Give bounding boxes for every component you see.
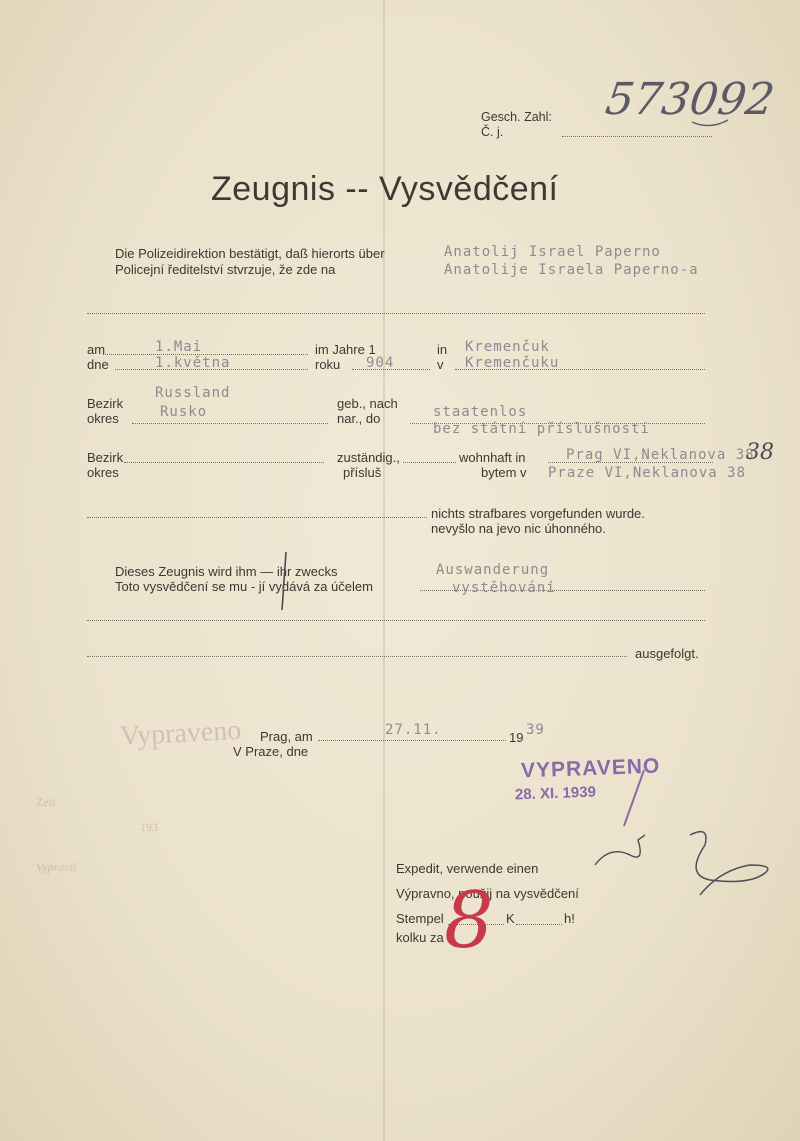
expedition-h: h! [564, 911, 575, 926]
name-cz: Anatolije Israela Paperno-a [444, 262, 699, 278]
ref-label-cz: Č. j. [481, 125, 504, 139]
stamp-border-stroke [618, 768, 648, 828]
faded-stamp-line3: 193 [140, 820, 158, 834]
expedition-line1: Expedit, verwende einen [396, 861, 539, 876]
expedition-k: K [506, 911, 515, 926]
stamp-date: 28. XI. 1939 [514, 783, 597, 804]
dotline-date [318, 740, 506, 741]
label-bytem: bytem v [481, 465, 527, 480]
faded-stamp-line4: Vypravil [36, 860, 77, 874]
stamp-title: VYPRAVENO [520, 754, 661, 783]
label-okres-2: okres [87, 465, 119, 480]
stamp-amount-red-pencil: 8 [444, 876, 494, 966]
label-wohnhaft: wohnhaft in [459, 450, 526, 465]
ref-number-handwritten: 573092 [602, 74, 778, 125]
intro-cz: Policejní ředitelství stvrzuje, že zde na [115, 262, 336, 277]
citizenship-cz: bez státní příslušnosti [433, 421, 650, 437]
separator-2 [87, 620, 705, 621]
purpose-value-de: Auswanderung [436, 562, 550, 578]
ref-label-de: Gesch. Zahl: [481, 110, 552, 124]
district-cz: Rusko [160, 404, 208, 420]
date-value: 27.11. [385, 722, 442, 738]
purpose-cz: Toto vysvědčení se mu - jí vydává za účelem [115, 579, 373, 594]
expedition-line2: Výpravno, použij na vysvědčení [396, 886, 579, 901]
label-prislus: přísluš [343, 465, 382, 480]
label-nar-do: nar., do [337, 411, 381, 426]
dotline-statement [87, 517, 427, 518]
dotline-zustandig [403, 462, 456, 463]
district-de: Russland [155, 385, 231, 401]
faded-stamp-line1: Vypraveno [119, 714, 242, 753]
separator-1 [87, 313, 705, 314]
citizenship-de: staatenlos [433, 404, 528, 420]
separator-3 [87, 656, 627, 657]
label-in: in [437, 342, 448, 357]
birth-date-de: 1.Mai [155, 339, 203, 355]
label-okres-1: okres [87, 411, 119, 426]
birth-place-de: Kremenčuk [465, 339, 550, 355]
label-bezirk-1: Bezirk [87, 396, 124, 411]
label-im-jahre: im Jahre 1 [315, 342, 376, 357]
intro-de: Die Polizeidirektion bestätigt, daß hierorts über [115, 246, 385, 261]
signature-handwritten [590, 825, 780, 905]
address-handwritten-number: 38 [746, 440, 774, 465]
dotline-district [132, 423, 328, 424]
place-cz: V Praze, dne [233, 744, 309, 759]
year-suffix: 39 [526, 722, 545, 738]
name-de: Anatolij Israel Paperno [444, 244, 661, 260]
expedition-stempel: Stempel [396, 911, 444, 926]
label-dne: dne [87, 357, 109, 372]
address-cz: Praze VI,Neklanova 38 [548, 465, 747, 481]
purpose-de: Dieses Zeugnis wird ihm — ihr zwecks [115, 564, 338, 579]
statement-cz: nevyšlo na jevo nic úhonného. [431, 521, 606, 536]
expedition-kolku: kolku za [396, 930, 444, 945]
dotline-k [516, 924, 562, 925]
statement-de: nichts strafbares vorgefunden wurde. [431, 506, 645, 521]
label-v: v [437, 357, 444, 372]
faded-stamp-line2: Zeit [36, 795, 56, 809]
place-de: Prag, am [260, 729, 313, 744]
label-zustandig: zuständig., [337, 450, 400, 465]
dotline-residence-district [124, 462, 324, 463]
address-de: Prag VI,Neklanova 38 [566, 447, 755, 463]
label-am: am [87, 342, 106, 357]
label-geb-nach: geb., nach [337, 396, 398, 411]
label-roku: roku [315, 357, 341, 372]
ausgefolgt: ausgefolgt. [635, 646, 699, 661]
underline-stroke [690, 112, 730, 132]
ref-dotline [562, 136, 712, 137]
birth-date-cz: 1.května [155, 355, 231, 371]
purpose-value-cz: vystěhování [452, 580, 556, 596]
year-prefix: 19 [509, 730, 524, 745]
pen-strike-mark [276, 550, 292, 612]
birth-place-cz: Kremenčuku [465, 355, 560, 371]
label-bezirk-2: Bezirk [87, 450, 124, 465]
document-title: Zeugnis -- Vysvědčení [211, 170, 559, 208]
faded-stamp-word [119, 715, 242, 753]
birth-year: 904 [366, 355, 395, 371]
